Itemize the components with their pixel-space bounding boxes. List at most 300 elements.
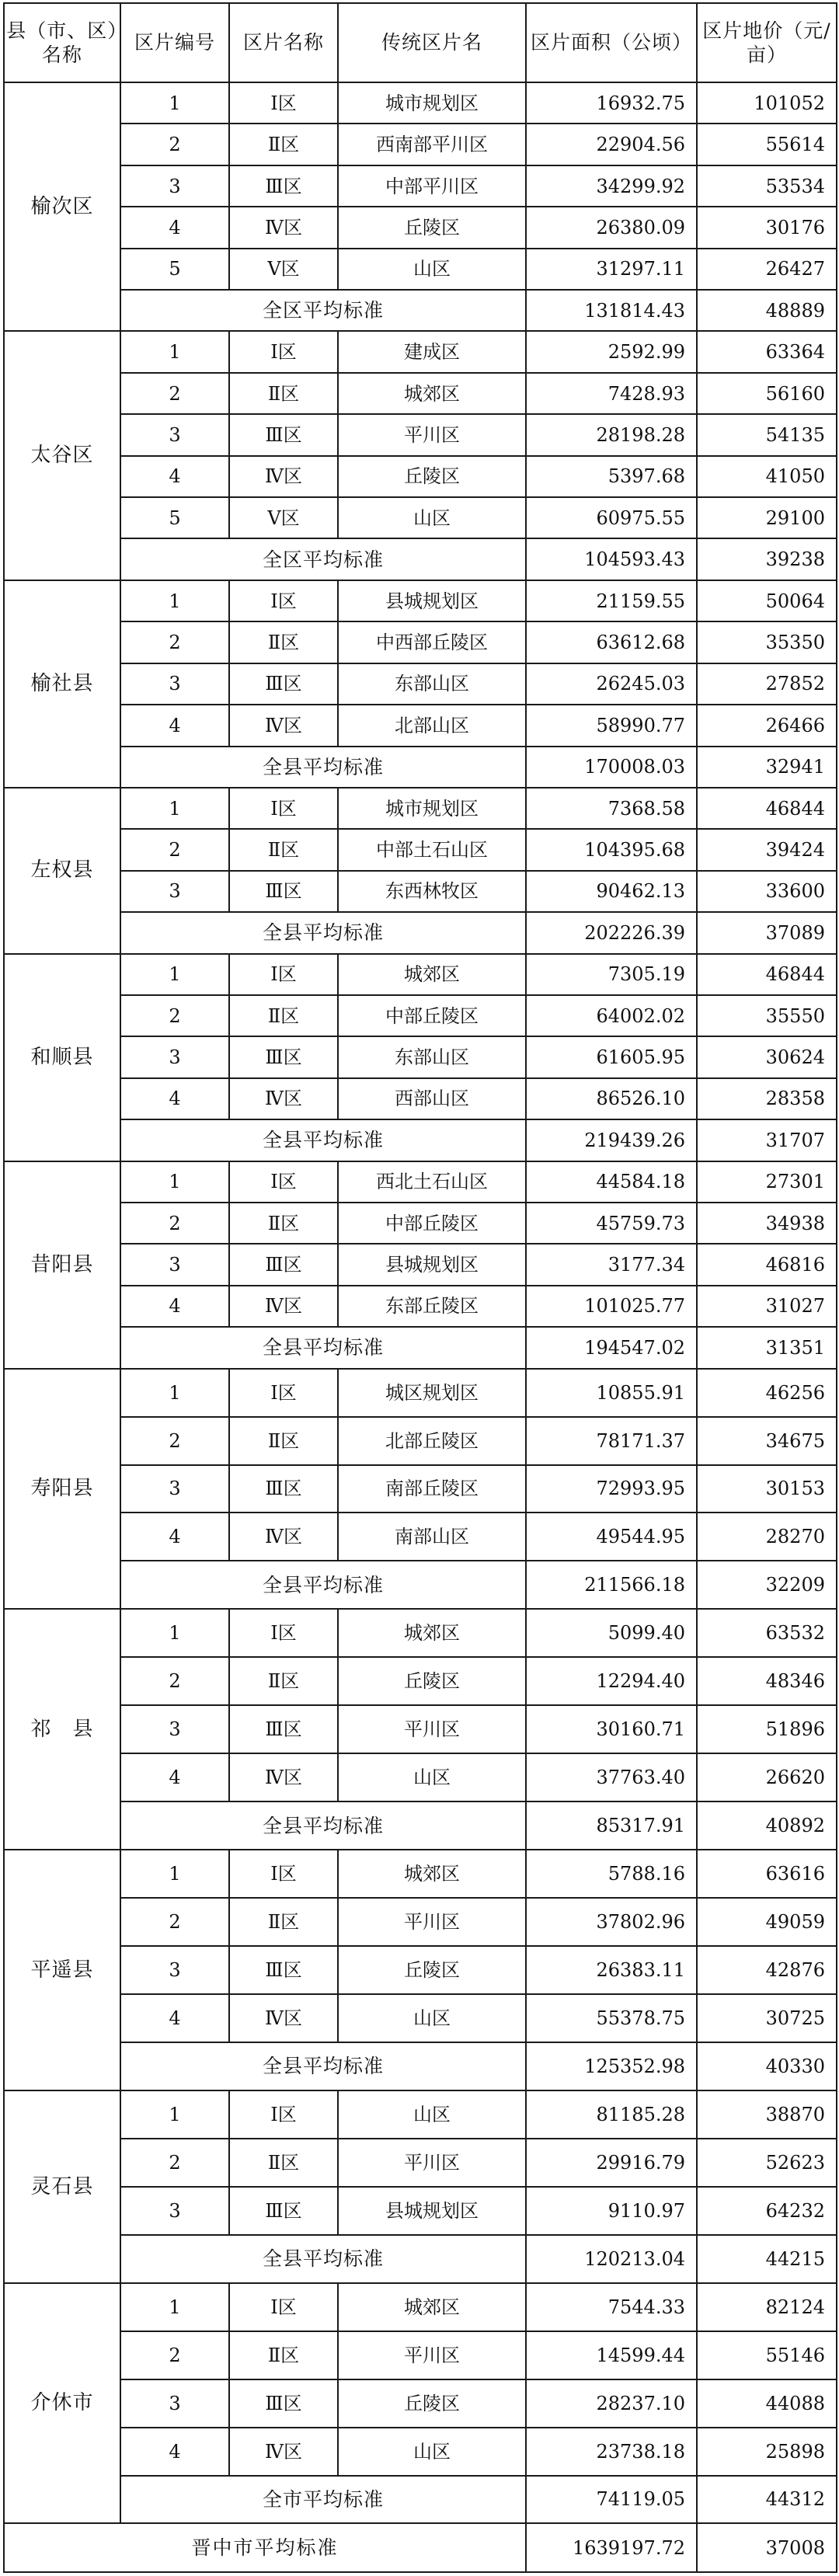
zone-price: 30153 [697, 1465, 837, 1513]
zone-name: Ⅲ区 [229, 871, 338, 912]
average-row [4, 290, 837, 331]
grand-total-price: 37008 [697, 2523, 837, 2572]
table-row [4, 995, 837, 1036]
zone-name: Ⅰ区 [229, 954, 338, 995]
zone-number: 2 [120, 995, 229, 1036]
traditional-zone-name: 中西部丘陵区 [338, 621, 526, 663]
zone-price: 53534 [697, 165, 837, 207]
zone-name: Ⅲ区 [229, 663, 338, 705]
table-row [4, 456, 837, 497]
zone-area: 26383.11 [526, 1946, 697, 1994]
zone-name: Ⅰ区 [229, 2090, 338, 2139]
header-price: 区片地价（元/亩） [697, 3, 837, 82]
zone-number: 4 [120, 705, 229, 746]
zone-name: Ⅳ区 [229, 705, 338, 746]
zone-name: Ⅰ区 [229, 82, 338, 124]
zone-area: 101025.77 [526, 1286, 697, 1327]
table-row [4, 871, 837, 912]
traditional-zone-name: 城郊区 [338, 954, 526, 995]
county-name: 和顺县 [4, 954, 120, 1161]
zone-name: Ⅳ区 [229, 1078, 338, 1119]
traditional-zone-name: 建成区 [338, 331, 526, 372]
traditional-zone-name: 东西林牧区 [338, 871, 526, 912]
traditional-zone-name: 县城规划区 [338, 580, 526, 621]
zone-number: 1 [120, 788, 229, 829]
zone-area: 21159.55 [526, 580, 697, 621]
zone-number: 1 [120, 1609, 229, 1657]
zone-number: 1 [120, 2283, 229, 2331]
zone-area: 58990.77 [526, 705, 697, 746]
average-row [4, 2042, 837, 2090]
average-price: 48889 [697, 290, 837, 331]
zone-name: Ⅲ区 [229, 2187, 338, 2235]
traditional-zone-name: 城郊区 [338, 2283, 526, 2331]
table-row [4, 829, 837, 870]
zone-number: 4 [120, 207, 229, 248]
county-name: 左权县 [4, 788, 120, 954]
zone-area: 28198.28 [526, 414, 697, 455]
table-row [4, 2331, 837, 2379]
zone-price: 56160 [697, 373, 837, 414]
zone-name: Ⅳ区 [229, 207, 338, 248]
zone-number: 1 [120, 1161, 229, 1203]
traditional-zone-name: 山区 [338, 2428, 526, 2476]
zone-number: 2 [120, 124, 229, 165]
average-row [4, 2235, 837, 2283]
zone-number: 1 [120, 580, 229, 621]
traditional-zone-name: 西部山区 [338, 1078, 526, 1119]
table-row [4, 207, 837, 248]
grand-total-label: 晋中市平均标准 [4, 2523, 526, 2572]
traditional-zone-name: 东部山区 [338, 663, 526, 705]
county-name: 昔阳县 [4, 1161, 120, 1369]
average-area: 131814.43 [526, 290, 697, 331]
average-area: 194547.02 [526, 1327, 697, 1368]
zone-number: 3 [120, 1036, 229, 1077]
header-zone-no: 区片编号 [120, 3, 229, 82]
zone-price: 46844 [697, 954, 837, 995]
zone-area: 72993.95 [526, 1465, 697, 1513]
zone-area: 60975.55 [526, 497, 697, 538]
zone-number: 5 [120, 497, 229, 538]
average-price: 31351 [697, 1327, 837, 1368]
zone-price: 39424 [697, 829, 837, 870]
average-label: 全县平均标准 [120, 912, 526, 953]
table-row [4, 2379, 837, 2428]
zone-area: 90462.13 [526, 871, 697, 912]
zone-area: 44584.18 [526, 1161, 697, 1203]
zone-area: 45759.73 [526, 1203, 697, 1244]
traditional-zone-name: 城区规划区 [338, 1369, 526, 1417]
zone-name: Ⅰ区 [229, 580, 338, 621]
table-row [4, 1513, 837, 1561]
zone-name: Ⅳ区 [229, 2428, 338, 2476]
zone-price: 26427 [697, 249, 837, 290]
traditional-zone-name: 东部丘陵区 [338, 1286, 526, 1327]
table-row [4, 1036, 837, 1077]
table-row [4, 1946, 837, 1994]
zone-area: 16932.75 [526, 82, 697, 124]
grand-total-area: 1639197.72 [526, 2523, 697, 2572]
zone-price: 63532 [697, 1609, 837, 1657]
zone-name: Ⅳ区 [229, 1286, 338, 1327]
table-row [4, 373, 837, 414]
header-area: 区片面积（公顷） [526, 3, 697, 82]
traditional-zone-name: 城郊区 [338, 1609, 526, 1657]
zone-name: Ⅱ区 [229, 124, 338, 165]
average-row [4, 747, 837, 788]
zone-name: Ⅱ区 [229, 2139, 338, 2187]
traditional-zone-name: 平川区 [338, 2331, 526, 2379]
county-name: 太谷区 [4, 331, 120, 580]
average-label: 全区平均标准 [120, 538, 526, 580]
zone-area: 3177.34 [526, 1244, 697, 1285]
zone-price: 49059 [697, 1898, 837, 1946]
average-area: 219439.26 [526, 1119, 697, 1161]
zone-number: 3 [120, 2379, 229, 2428]
traditional-zone-name: 丘陵区 [338, 2379, 526, 2428]
zone-name: Ⅳ区 [229, 1994, 338, 2042]
county-name: 灵石县 [4, 2090, 120, 2283]
county-name: 介休市 [4, 2283, 120, 2524]
average-label: 全县平均标准 [120, 2042, 526, 2090]
traditional-zone-name: 中部土石山区 [338, 829, 526, 870]
table-row [4, 1078, 837, 1119]
zone-area: 7368.58 [526, 788, 697, 829]
table-row [4, 1465, 837, 1513]
zone-name: Ⅰ区 [229, 2283, 338, 2331]
zone-name: Ⅲ区 [229, 2379, 338, 2428]
table-row [4, 2187, 837, 2235]
zone-area: 14599.44 [526, 2331, 697, 2379]
traditional-zone-name: 山区 [338, 1753, 526, 1801]
traditional-zone-name: 平川区 [338, 1898, 526, 1946]
average-label: 全县平均标准 [120, 1327, 526, 1368]
zone-area: 86526.10 [526, 1078, 697, 1119]
traditional-zone-name: 北部山区 [338, 705, 526, 746]
zone-price: 28358 [697, 1078, 837, 1119]
zone-price: 44088 [697, 2379, 837, 2428]
table-body [4, 82, 837, 2572]
zone-area: 2592.99 [526, 331, 697, 372]
traditional-zone-name: 县城规划区 [338, 1244, 526, 1285]
zone-area: 49544.95 [526, 1513, 697, 1561]
zone-number: 4 [120, 1078, 229, 1119]
zone-area: 10855.91 [526, 1369, 697, 1417]
zone-area: 29916.79 [526, 2139, 697, 2187]
zone-name: Ⅲ区 [229, 1036, 338, 1077]
zone-number: 1 [120, 2090, 229, 2139]
zone-price: 34938 [697, 1203, 837, 1244]
average-label: 全县平均标准 [120, 1801, 526, 1850]
zone-area: 22904.56 [526, 124, 697, 165]
zone-number: 3 [120, 1946, 229, 1994]
zone-number: 3 [120, 663, 229, 705]
zone-name: Ⅱ区 [229, 829, 338, 870]
average-label: 全市平均标准 [120, 2476, 526, 2524]
zone-area: 31297.11 [526, 249, 697, 290]
zone-name: Ⅰ区 [229, 788, 338, 829]
average-price: 44215 [697, 2235, 837, 2283]
traditional-zone-name: 城郊区 [338, 1850, 526, 1898]
table-row [4, 621, 837, 663]
zone-name: Ⅱ区 [229, 621, 338, 663]
zone-price: 38870 [697, 2090, 837, 2139]
average-label: 全县平均标准 [120, 2235, 526, 2283]
table-row [4, 1657, 837, 1705]
zone-price: 26620 [697, 1753, 837, 1801]
table-row [4, 2139, 837, 2187]
zone-name: Ⅰ区 [229, 331, 338, 372]
zone-number: 3 [120, 871, 229, 912]
table-row [4, 1753, 837, 1801]
zone-area: 26245.03 [526, 663, 697, 705]
zone-area: 64002.02 [526, 995, 697, 1036]
zone-number: 1 [120, 954, 229, 995]
traditional-zone-name: 西南部平川区 [338, 124, 526, 165]
zone-number: 3 [120, 1465, 229, 1513]
zone-name: Ⅰ区 [229, 1369, 338, 1417]
zone-price: 82124 [697, 2283, 837, 2331]
average-area: 74119.05 [526, 2476, 697, 2524]
zone-area: 5099.40 [526, 1609, 697, 1657]
land-price-table [3, 2, 837, 2573]
table-row [4, 788, 837, 829]
zone-number: 4 [120, 1753, 229, 1801]
zone-name: Ⅱ区 [229, 1657, 338, 1705]
table-row [4, 1203, 837, 1244]
zone-number: 3 [120, 165, 229, 207]
average-label: 全县平均标准 [120, 1119, 526, 1161]
zone-number: 2 [120, 621, 229, 663]
table-row [4, 1994, 837, 2042]
traditional-zone-name: 丘陵区 [338, 1946, 526, 1994]
zone-area: 37763.40 [526, 1753, 697, 1801]
table-row [4, 705, 837, 746]
average-price: 32209 [697, 1561, 837, 1609]
zone-name: Ⅱ区 [229, 1417, 338, 1465]
zone-number: 5 [120, 249, 229, 290]
zone-number: 4 [120, 456, 229, 497]
county-name: 寿阳县 [4, 1369, 120, 1610]
zone-area: 63612.68 [526, 621, 697, 663]
average-price: 39238 [697, 538, 837, 580]
average-price: 32941 [697, 747, 837, 788]
zone-price: 55614 [697, 124, 837, 165]
average-row [4, 912, 837, 953]
zone-name: Ⅱ区 [229, 2331, 338, 2379]
header-traditional-name: 传统区片名 [338, 3, 526, 82]
zone-price: 28270 [697, 1513, 837, 1561]
table-row [4, 954, 837, 995]
average-area: 85317.91 [526, 1801, 697, 1850]
zone-number: 2 [120, 1898, 229, 1946]
zone-number: 1 [120, 1850, 229, 1898]
county-name: 平遥县 [4, 1850, 120, 2090]
table-row [4, 82, 837, 124]
zone-name: Ⅱ区 [229, 995, 338, 1036]
zone-area: 12294.40 [526, 1657, 697, 1705]
traditional-zone-name: 西北土石山区 [338, 1161, 526, 1203]
zone-price: 34675 [697, 1417, 837, 1465]
average-area: 120213.04 [526, 2235, 697, 2283]
average-area: 125352.98 [526, 2042, 697, 2090]
zone-name: Ⅰ区 [229, 1161, 338, 1203]
zone-area: 61605.95 [526, 1036, 697, 1077]
table-row [4, 663, 837, 705]
zone-name: Ⅲ区 [229, 1465, 338, 1513]
zone-name: Ⅲ区 [229, 1705, 338, 1753]
zone-name: Ⅱ区 [229, 1203, 338, 1244]
table-row [4, 249, 837, 290]
traditional-zone-name: 平川区 [338, 1705, 526, 1753]
zone-area: 7544.33 [526, 2283, 697, 2331]
zone-price: 27301 [697, 1161, 837, 1203]
zone-price: 46844 [697, 788, 837, 829]
table-row [4, 1286, 837, 1327]
zone-area: 55378.75 [526, 1994, 697, 2042]
zone-price: 29100 [697, 497, 837, 538]
zone-price: 101052 [697, 82, 837, 124]
zone-price: 35550 [697, 995, 837, 1036]
zone-number: 2 [120, 1203, 229, 1244]
traditional-zone-name: 县城规划区 [338, 2187, 526, 2235]
header-row [4, 3, 837, 82]
average-row [4, 538, 837, 580]
zone-price: 33600 [697, 871, 837, 912]
table-row [4, 331, 837, 372]
zone-area: 23738.18 [526, 2428, 697, 2476]
table-row [4, 2090, 837, 2139]
zone-price: 46256 [697, 1369, 837, 1417]
traditional-zone-name: 山区 [338, 497, 526, 538]
zone-area: 26380.09 [526, 207, 697, 248]
traditional-zone-name: 南部山区 [338, 1513, 526, 1561]
zone-price: 63364 [697, 331, 837, 372]
zone-number: 4 [120, 1513, 229, 1561]
zone-area: 37802.96 [526, 1898, 697, 1946]
zone-price: 35350 [697, 621, 837, 663]
zone-price: 25898 [697, 2428, 837, 2476]
zone-price: 30725 [697, 1994, 837, 2042]
zone-number: 3 [120, 1244, 229, 1285]
zone-name: Ⅳ区 [229, 1513, 338, 1561]
zone-price: 31027 [697, 1286, 837, 1327]
zone-price: 63616 [697, 1850, 837, 1898]
average-row [4, 1801, 837, 1850]
traditional-zone-name: 中部丘陵区 [338, 1203, 526, 1244]
average-row [4, 1119, 837, 1161]
average-area: 104593.43 [526, 538, 697, 580]
average-price: 31707 [697, 1119, 837, 1161]
average-label: 全县平均标准 [120, 747, 526, 788]
average-price: 44312 [697, 2476, 837, 2524]
zone-price: 48346 [697, 1657, 837, 1705]
traditional-zone-name: 南部丘陵区 [338, 1465, 526, 1513]
zone-area: 9110.97 [526, 2187, 697, 2235]
table-row [4, 414, 837, 455]
header-county: 县（市、区）名称 [4, 3, 120, 82]
table-row [4, 2428, 837, 2476]
zone-price: 51896 [697, 1705, 837, 1753]
zone-price: 30176 [697, 207, 837, 248]
table-row [4, 1609, 837, 1657]
zone-number: 4 [120, 1994, 229, 2042]
traditional-zone-name: 北部丘陵区 [338, 1417, 526, 1465]
zone-price: 42876 [697, 1946, 837, 1994]
traditional-zone-name: 丘陵区 [338, 1657, 526, 1705]
average-area: 170008.03 [526, 747, 697, 788]
table-row [4, 124, 837, 165]
zone-name: Ⅱ区 [229, 1898, 338, 1946]
zone-name: Ⅰ区 [229, 1850, 338, 1898]
county-name: 榆社县 [4, 580, 120, 788]
table-row [4, 2283, 837, 2331]
zone-price: 27852 [697, 663, 837, 705]
traditional-zone-name: 城市规划区 [338, 82, 526, 124]
zone-name: Ⅲ区 [229, 1946, 338, 1994]
average-area: 211566.18 [526, 1561, 697, 1609]
zone-number: 2 [120, 373, 229, 414]
zone-number: 3 [120, 1705, 229, 1753]
table-row [4, 165, 837, 207]
traditional-zone-name: 山区 [338, 2090, 526, 2139]
zone-name: Ⅰ区 [229, 1609, 338, 1657]
grand-total-row [4, 2523, 837, 2572]
zone-name: Ⅱ区 [229, 373, 338, 414]
zone-name: Ⅲ区 [229, 414, 338, 455]
zone-area: 7305.19 [526, 954, 697, 995]
zone-number: 2 [120, 2331, 229, 2379]
zone-price: 30624 [697, 1036, 837, 1077]
table-row [4, 1161, 837, 1203]
traditional-zone-name: 丘陵区 [338, 456, 526, 497]
average-price: 40330 [697, 2042, 837, 2090]
zone-price: 50064 [697, 580, 837, 621]
traditional-zone-name: 平川区 [338, 414, 526, 455]
table-row [4, 1417, 837, 1465]
zone-price: 46816 [697, 1244, 837, 1285]
zone-price: 26466 [697, 705, 837, 746]
traditional-zone-name: 山区 [338, 249, 526, 290]
average-row [4, 2476, 837, 2524]
table-row [4, 1898, 837, 1946]
zone-number: 2 [120, 829, 229, 870]
zone-area: 5397.68 [526, 456, 697, 497]
zone-number: 2 [120, 1417, 229, 1465]
zone-price: 64232 [697, 2187, 837, 2235]
zone-number: 2 [120, 2139, 229, 2187]
header-zone-name: 区片名称 [229, 3, 338, 82]
zone-number: 3 [120, 414, 229, 455]
county-name: 榆次区 [4, 82, 120, 331]
zone-number: 4 [120, 1286, 229, 1327]
zone-price: 54135 [697, 414, 837, 455]
traditional-zone-name: 城郊区 [338, 373, 526, 414]
zone-area: 30160.71 [526, 1705, 697, 1753]
zone-area: 81185.28 [526, 2090, 697, 2139]
zone-price: 55146 [697, 2331, 837, 2379]
zone-name: Ⅳ区 [229, 1753, 338, 1801]
average-price: 40892 [697, 1801, 837, 1850]
traditional-zone-name: 山区 [338, 1994, 526, 2042]
table-row [4, 497, 837, 538]
traditional-zone-name: 城市规划区 [338, 788, 526, 829]
traditional-zone-name: 丘陵区 [338, 207, 526, 248]
zone-number: 1 [120, 331, 229, 372]
zone-area: 104395.68 [526, 829, 697, 870]
zone-name: Ⅴ区 [229, 497, 338, 538]
